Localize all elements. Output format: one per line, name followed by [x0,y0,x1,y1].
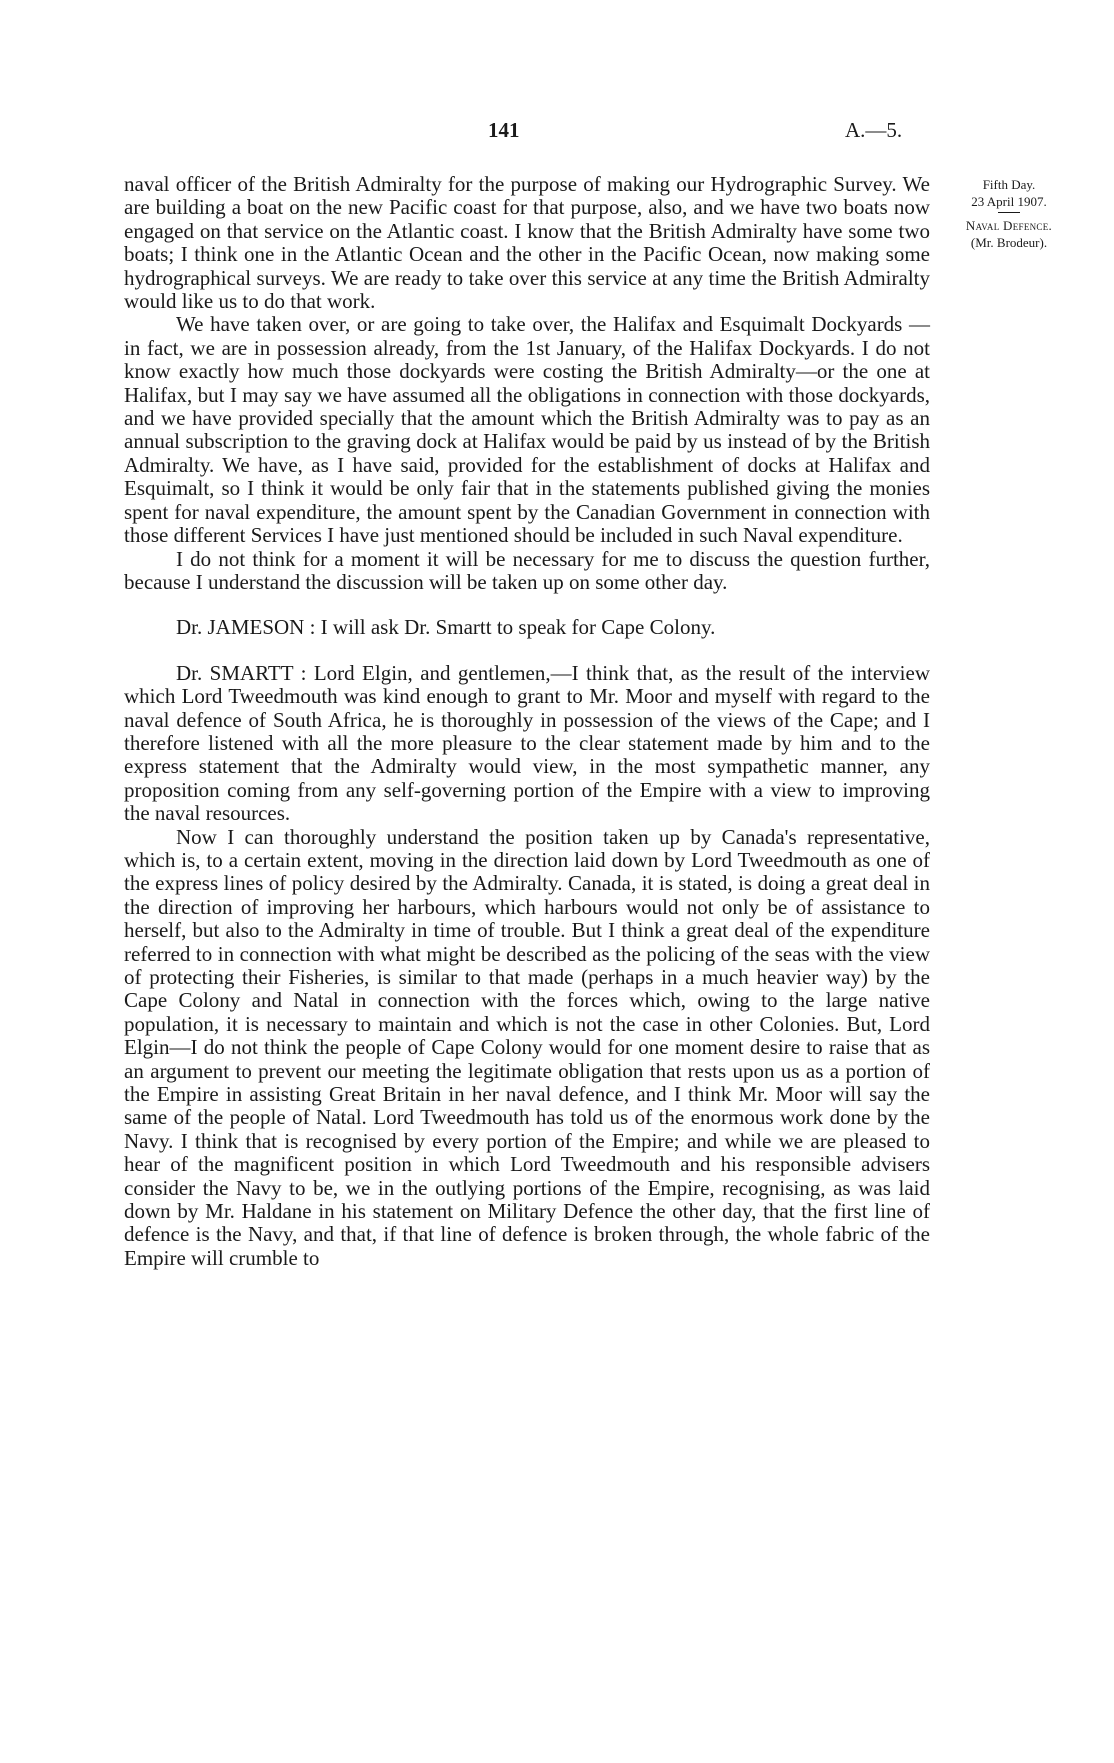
paragraph-dockyards: We have taken over, or are going to take over, the Halifax and Esquimalt Dockyards — in fact, we are in possession already, from the 1st January, of the Halifax Dockyards. I do not know exactly how much those dockyards were costing the British Admiralty—or the one at Halifax, but I may say we have assumed all the obligations in connection with those dockyards, and we have provided specially that the amount which the British Admiralty was to pay as an annual subscription to the graving dock at Halifax would be paid by us instead of by the British Admiralty. We have, as I have said, provided for the establishment of docks at Halifax and Esquimalt, so I think it would be only fair that in the statements published giving the monies spent for naval expenditure, the amount spent by the Canadian Government in connection with those different Services I have just mentioned should be included in such Naval expenditure. [124,312,930,548]
margin-note-day: Fifth Day. [982,177,1036,192]
margin-note-divider [998,212,1020,213]
document-reference: A.—5. [845,118,903,142]
paragraph-canada-position: Now I can thoroughly understand the position taken up by Canada's representative, which is, to a certain extent, moving in the direction laid down by Lord Tweedmouth as one of the express lines of policy desired by the Admiralty. Canada, it is stated, is doing a great deal in the direction of improving her harbours, which harbours would not only be of assistance to herself, but also to the Admiralty in time of trouble. But I think a great deal of the expenditure referred to in connection with what might be described as the policing of the seas with the view of protecting their Fisheries, is similar to that made (perhaps in a much heavier way) by the Cape Colony and Natal in connection with the forces which, owing to the large native population, it is necessary to maintain and which is not the case in other Colonies. But, Lord Elgin—I do not think the people of Cape Colony would for one moment desire to raise that as an argument to prevent our meeting the legitimate obligation that rests upon us as a portion of the Empire in assisting Great Britain in her naval defence, and I think Mr. Moor will say the same of the people of Natal. Lord Tweedmouth has told us of the enormous work done by the Navy. I think that is recognised by every portion of the Empire; and while we are pleased to hear of the magnificent position in which Lord Tweedmouth and his responsible advisers consider the Navy to be, we in the outlying portions of the Empire, recognising, as was laid down by Mr. Haldane in his statement on Military Defence the other day, that the first line of defence is the Navy, and that, if that line of defence is broken through, the whole fabric of the Empire will crumble to [124,824,930,1270]
paragraph-continuation: naval officer of the British Admiralty for the purpose of making our Hydrographic Survey. We are building a boat on the new Pacific coast for that purpose, also, and we have two boats now engaged on that service on the Atlantic coast. I know that the British Admiralty have some two boats; I think one in the Atlantic Ocean and the other in the Pacific Ocean, now making some hydrographical surveys. We are ready to take over this service at any time the British Admiralty would like us to do that work. [124,172,930,314]
body-text [124,173,930,1270]
margin-note-speaker: (Mr. Brodeur). [970,235,1048,250]
margin-note [935,176,1083,251]
margin-note-date: 23 April 1907. [971,194,1047,209]
paragraph-smartt: Dr. SMARTT : Lord Elgin, and gentlemen,—I think that, as the result of the interview which Lord Tweedmouth was kind enough to grant to Mr. Moor and myself with regard to the naval defence of South Africa, he is thoroughly in possession of the views of the Cape; and I therefore listened with all the more pleasure to the clear statement made by him and to the express statement that the Admiralty would view, in the most sympathetic manner, any proposition coming from any self-governing portion of the Empire with a view to improving the naval resources. [124,660,930,826]
page-number: 141 [488,118,520,142]
paragraph-closing-remarks: I do not think for a moment it will be necessary for me to discuss the question further, because I understand the discussion will be taken up on some other day. [124,546,930,594]
page-header [0,118,1114,148]
paragraph-jameson: Dr. JAMESON : I will ask Dr. Smartt to speak for Cape Colony. [176,615,716,640]
margin-note-section: Naval Defence. [965,218,1053,233]
